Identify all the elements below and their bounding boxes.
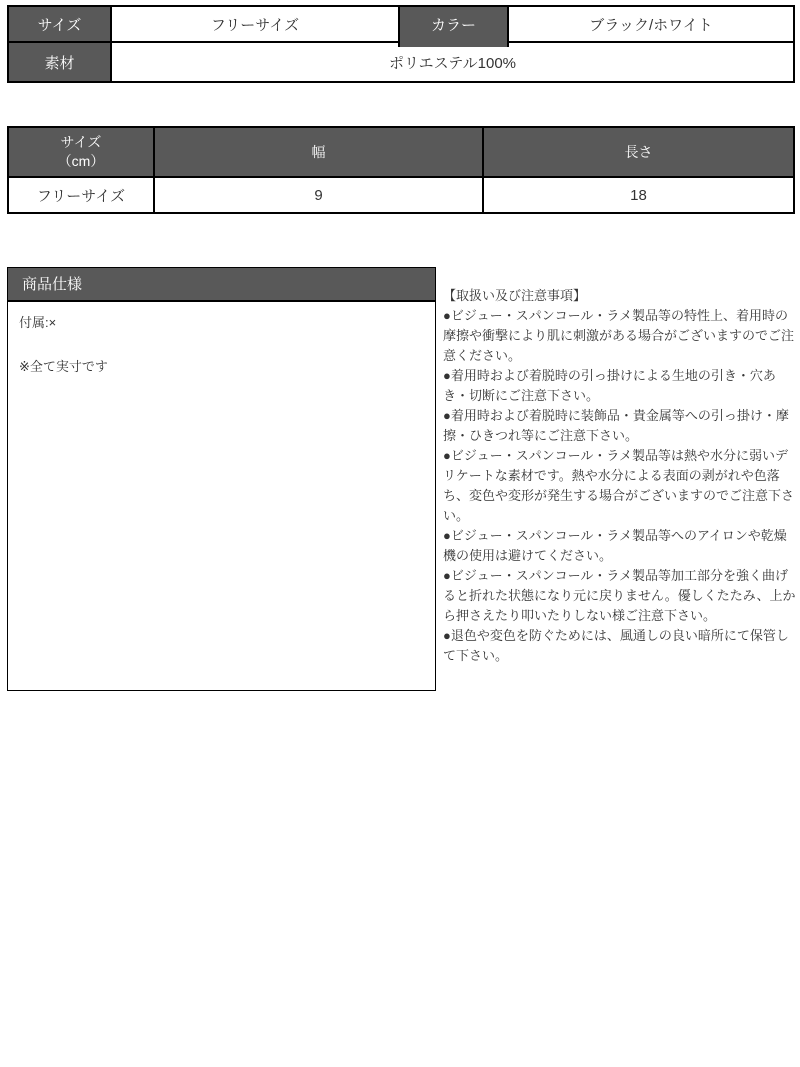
spec-table-row-size-color [8,6,794,42]
spec-table [7,5,795,83]
spec-box-spacer [19,332,424,358]
width-value-cell: 9 [154,177,483,213]
length-value-cell: 18 [483,177,794,213]
care-note-item: ●着用時および着脱時に装飾品・貴金属等への引っ掛け・摩擦・ひきつれ等にご注意下さい。 [443,408,789,443]
spec-table-row-material [8,42,794,82]
care-notes-title: 【取扱い及び注意事項】 [443,288,587,303]
care-note-item: ●ビジュー・スパンコール・ラメ製品等は熱や水分に弱いデリケートな素材です。熱や水分による表面の剥がれや色落ち、変色や変形が発生する場合がございますのでご注意下さい。 [443,448,795,523]
actual-measurement-note: ※全て実寸です [19,359,108,374]
free-size-cell: フリーサイズ [8,177,154,213]
care-notes [443,286,796,666]
material-label-cell: 素材 [8,42,111,82]
care-note-item: ●着用時および着脱時の引っ掛けによる生地の引き・穴あき・切断にご注意下さい。 [443,368,776,403]
size-cm-header-line2: （cm） [57,153,105,169]
product-spec-box [7,267,436,691]
size-chart-data-row [8,177,794,213]
size-cm-header-line1: サイズ [60,134,102,150]
care-note-item: ●ビジュー・スパンコール・ラメ製品等へのアイロンや乾燥機の使用は避けてください。 [443,528,787,563]
size-cm-header-cell [8,127,154,177]
size-value-cell: フリーサイズ [111,6,399,42]
care-note-item: ●ビジュー・スパンコール・ラメ製品等加工部分を強く曲げると折れた状態になり元に戻りません。優しくたたみ、上から押さえたり叩いたりしない様ご注意下さい。 [443,568,796,623]
width-header-cell: 幅 [154,127,483,177]
care-note-item: ●ビジュー・スパンコール・ラメ製品等の特性上、着用時の摩擦や衝撃により肌に刺激がある場合がございますのでご注意ください。 [443,308,795,363]
product-spec-box-body [8,302,435,388]
size-chart-table [7,126,795,214]
care-note-item: ●退色や変色を防ぐためには、風通しの良い暗所にて保管して下さい。 [443,628,789,663]
color-value-cell: ブラック/ホワイト [508,6,794,42]
material-value-cell: ポリエステル100% [111,42,794,82]
size-label-cell: サイズ [8,6,111,42]
length-header-cell: 長さ [483,127,794,177]
product-spec-box-title: 商品仕様 [8,268,435,302]
size-chart-header-row [8,127,794,177]
color-label-cell: カラー [399,6,508,42]
accessories-note: 付属:× [19,315,57,330]
